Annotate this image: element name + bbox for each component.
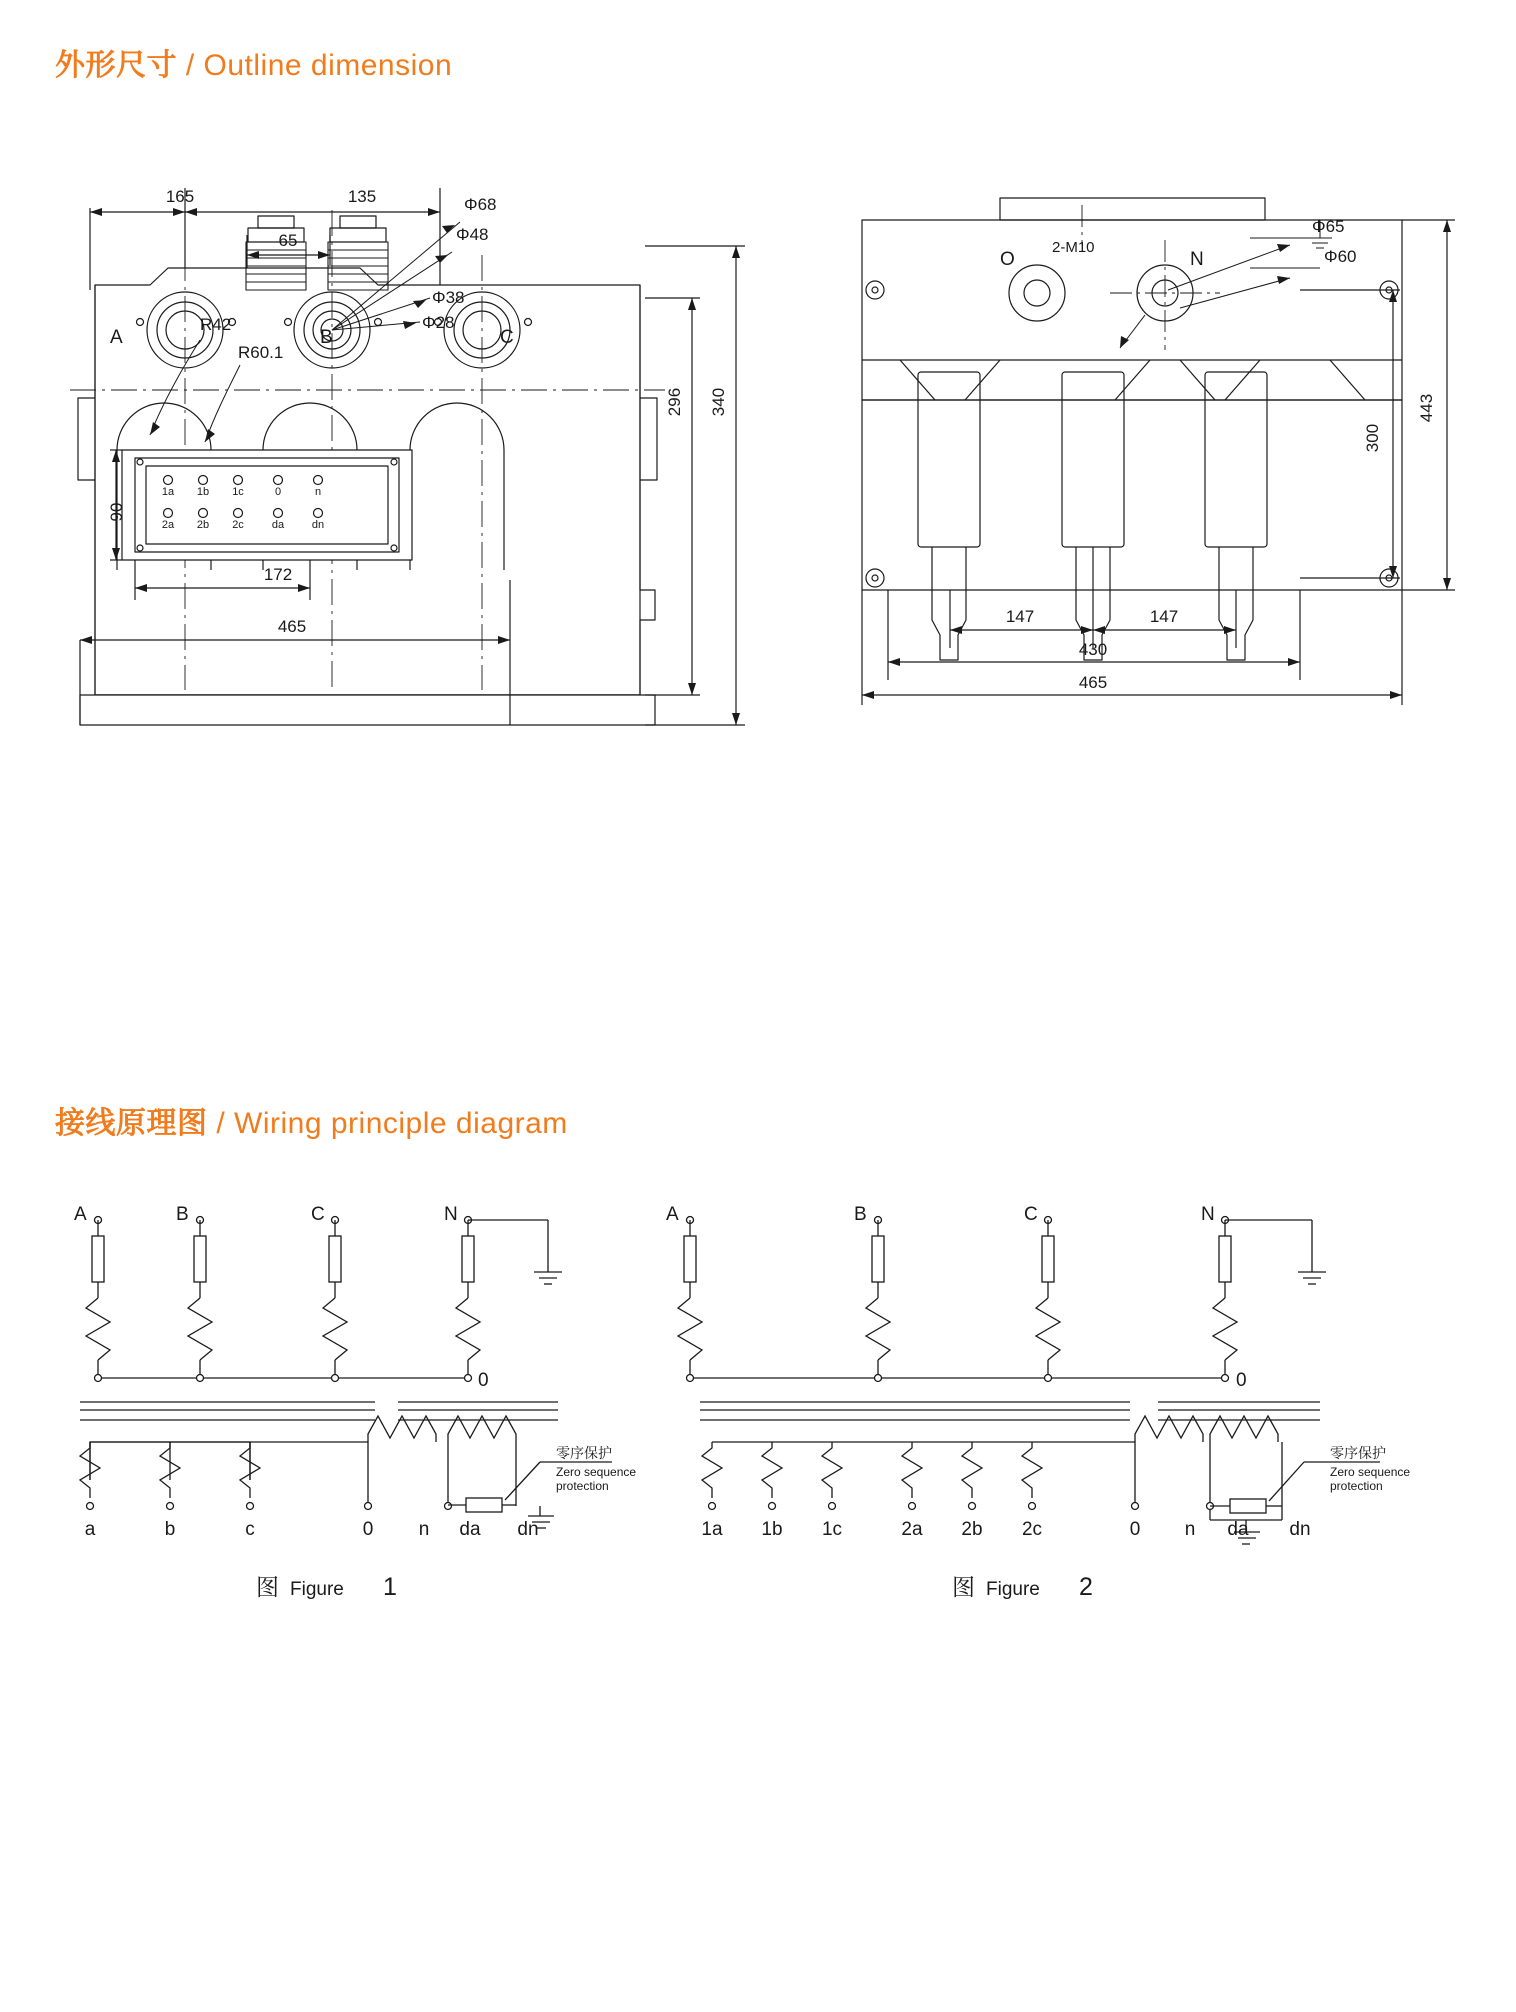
- fig2-sec-1b: 1b: [761, 1519, 783, 1540]
- dim-300: 300: [1363, 423, 1382, 453]
- phase-label-b: B: [320, 327, 333, 348]
- callout-phi60: Φ60: [1324, 247, 1357, 266]
- callout-phi48: Φ48: [456, 225, 489, 244]
- dim-135: 135: [347, 187, 377, 206]
- dim-147-right: 147: [1149, 607, 1179, 626]
- dim-147-left: 147: [1005, 607, 1035, 626]
- dim-65: 65: [278, 231, 298, 250]
- terminal-1c: 1c: [232, 486, 244, 498]
- dim-465-front: 465: [277, 617, 307, 636]
- dim-172: 172: [263, 565, 293, 584]
- fig2-terminal-c: C: [1024, 1204, 1038, 1225]
- fig1-sec-n: n: [418, 1519, 430, 1540]
- outline-dimension-drawing: [0, 150, 1516, 895]
- dim-165: 165: [165, 187, 195, 206]
- callout-r42: R42: [200, 315, 232, 334]
- terminal-2b: 2b: [196, 519, 210, 531]
- wiring-principle-drawing: [0, 1180, 1516, 1745]
- callout-phi28: Φ28: [422, 313, 455, 332]
- callout-2-m10: 2-M10: [1052, 239, 1095, 256]
- terminal-da: da: [271, 519, 285, 531]
- fig2-sec-1c: 1c: [821, 1519, 843, 1540]
- fig2-sec-n: n: [1184, 1519, 1196, 1540]
- fig2-sec-dn: dn: [1289, 1519, 1311, 1540]
- fig1-terminal-n: N: [444, 1204, 458, 1225]
- fig2-sec-2c: 2c: [1021, 1519, 1043, 1540]
- dim-340: 340: [709, 387, 728, 417]
- phase-label-a: A: [110, 327, 123, 348]
- fig1-sec-a: a: [84, 1519, 96, 1540]
- fig2-sec-0: 0: [1129, 1519, 1141, 1540]
- fig2-sec-1a: 1a: [701, 1519, 723, 1540]
- fig1-caption-num: 1: [383, 1573, 397, 1601]
- fig2-sec-2b: 2b: [961, 1519, 983, 1540]
- title-wiring-cn: 接线原理图: [55, 1107, 208, 1140]
- fig1-neutral-0: 0: [478, 1370, 489, 1391]
- side-label-o: O: [1000, 249, 1015, 270]
- fig1-terminal-b: B: [176, 1204, 189, 1225]
- fig1-sec-0: 0: [362, 1519, 374, 1540]
- terminal-1b: 1b: [196, 486, 210, 498]
- terminal-n: n: [314, 486, 322, 498]
- fig2-caption-cn: 图: [952, 1574, 975, 1600]
- title-wiring-sep: /: [207, 1107, 235, 1140]
- title-outline-sep: /: [177, 49, 204, 82]
- callout-r60: R60.1: [238, 343, 284, 362]
- title-outline-cn: 外形尺寸: [55, 49, 177, 82]
- dim-296: 296: [665, 387, 684, 417]
- terminal-1a: 1a: [161, 486, 175, 498]
- fig2-terminal-n: N: [1201, 1204, 1215, 1225]
- terminal-2a: 2a: [161, 519, 175, 531]
- fig1-sec-dn: dn: [517, 1519, 539, 1540]
- fig1-sec-b: b: [164, 1519, 176, 1540]
- dim-90: 90: [107, 502, 126, 522]
- title-outline-en: Outline dimension: [203, 49, 453, 82]
- callout-phi38: Φ38: [432, 288, 465, 307]
- dim-443: 443: [1417, 393, 1436, 423]
- fig1-terminal-c: C: [311, 1204, 325, 1225]
- dim-430: 430: [1078, 640, 1108, 659]
- page-title-wiring-principle: [55, 1098, 568, 1142]
- fig1-sec-c: c: [245, 1519, 255, 1540]
- fig2-terminal-a: A: [666, 1204, 679, 1225]
- fig1-caption-cn: 图: [256, 1574, 279, 1600]
- fig2-terminal-b: B: [854, 1204, 867, 1225]
- terminal-0: 0: [274, 486, 282, 498]
- fig2-sec-2a: 2a: [901, 1519, 923, 1540]
- fig1-sec-da: da: [459, 1519, 481, 1540]
- dim-465-side: 465: [1078, 673, 1108, 692]
- fig1-caption-en: Figure: [290, 1579, 344, 1600]
- terminal-dn: dn: [311, 519, 325, 531]
- fig1-zero-seq-en-1: Zero sequence: [556, 1465, 637, 1479]
- terminal-2c: 2c: [232, 519, 244, 531]
- fig1-zero-seq-en-2: protection: [556, 1479, 609, 1493]
- callout-phi65: Φ65: [1312, 217, 1345, 236]
- side-label-n: N: [1190, 249, 1204, 270]
- fig2-neutral-0: 0: [1236, 1370, 1247, 1391]
- fig2-caption-en: Figure: [986, 1579, 1040, 1600]
- fig2-zero-seq-cn: 零序保护: [1330, 1445, 1386, 1461]
- fig2-zero-seq-en-1: Zero sequence: [1330, 1465, 1411, 1479]
- fig2-zero-seq-en-2: protection: [1330, 1479, 1383, 1493]
- fig2-caption-num: 2: [1079, 1573, 1093, 1601]
- callout-phi68: Φ68: [464, 195, 497, 214]
- fig1-zero-seq-cn: 零序保护: [556, 1445, 612, 1461]
- fig1-terminal-a: A: [74, 1204, 87, 1225]
- phase-label-c: C: [500, 327, 514, 348]
- page-title-outline-dimension: [55, 40, 452, 84]
- fig2-sec-da: da: [1227, 1519, 1249, 1540]
- title-wiring-en: Wiring principle diagram: [234, 1107, 568, 1140]
